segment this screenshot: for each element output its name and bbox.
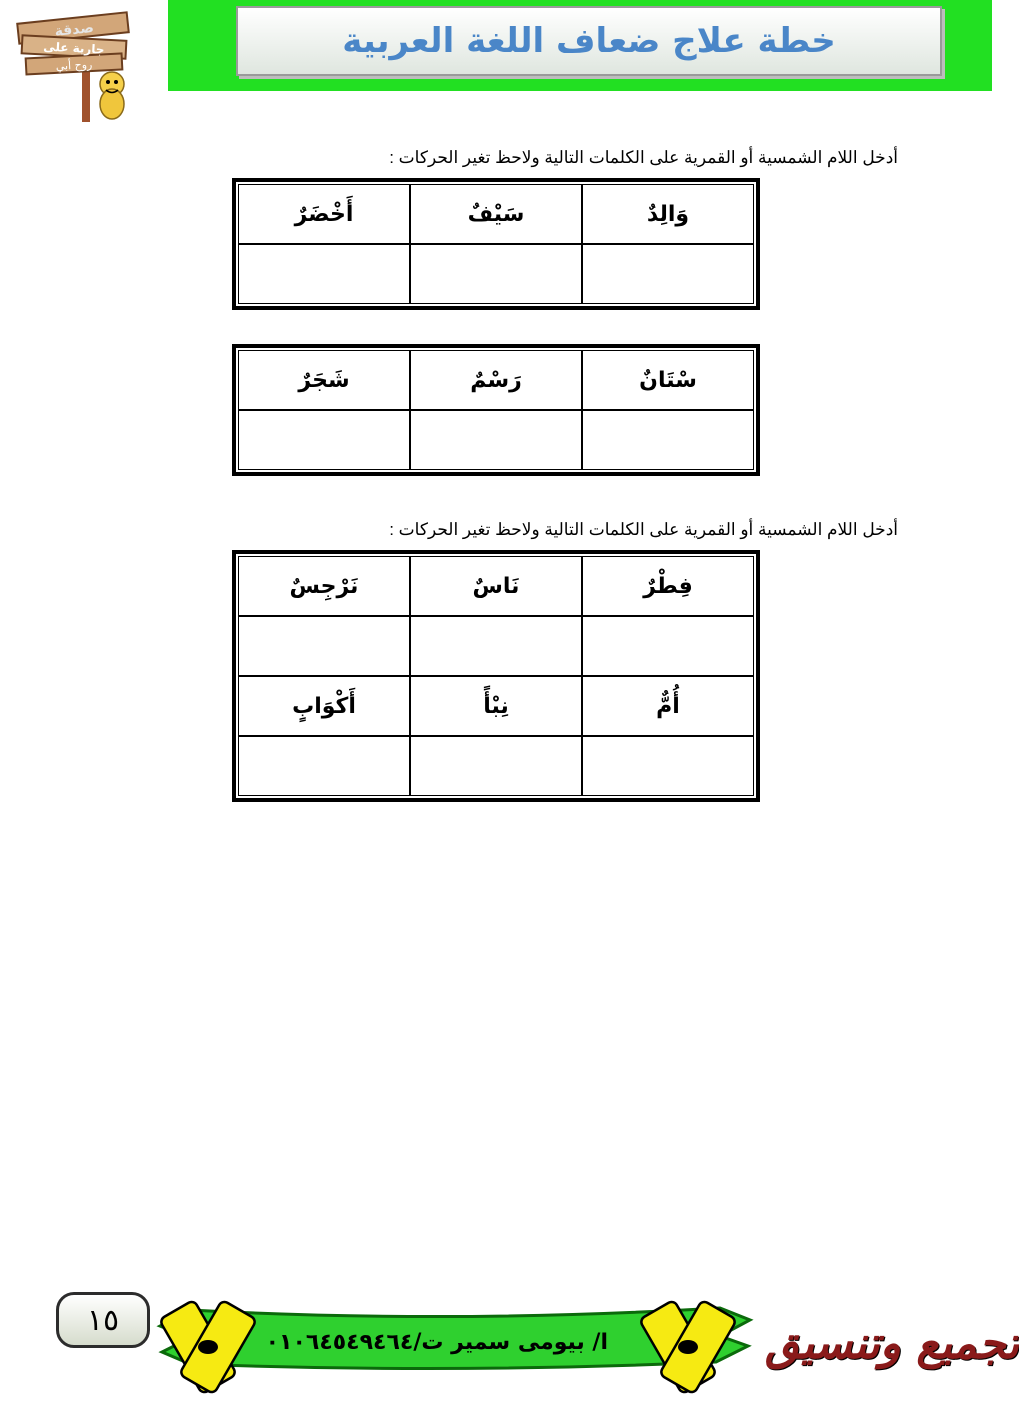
exercise-1-table-1: [232, 178, 760, 310]
answer-cell[interactable]: [238, 736, 410, 796]
table-row: [238, 736, 754, 796]
answer-cell[interactable]: [582, 616, 754, 676]
mascot-sign-line-3: روح أبي: [55, 57, 93, 73]
table-row: [238, 244, 754, 304]
header-title-box: [236, 6, 942, 76]
answer-cell[interactable]: [582, 244, 754, 304]
table-row: [238, 350, 754, 410]
exercise-2-instruction: أدخل اللام الشمسية أو القمرية على الكلمات التالية ولاحظ تغير الحركات :: [389, 520, 898, 539]
word-cell: سَيْفٌ: [410, 184, 582, 244]
mascot-sign-image: [8, 4, 148, 124]
exercise-1-instruction: أدخل اللام الشمسية أو القمرية على الكلمات التالية ولاحظ تغير الحركات :: [389, 148, 898, 167]
word-cell: فِطْرٌ: [582, 556, 754, 616]
page-title: خطة علاج ضعاف اللغة العربية: [342, 21, 836, 61]
answer-cell[interactable]: [410, 616, 582, 676]
table-row: [238, 556, 754, 616]
table-row: [238, 184, 754, 244]
word-cell: وَالِدٌ: [582, 184, 754, 244]
exercise-1-table-2: [232, 344, 760, 476]
word-cell: رَسْمٌ: [410, 350, 582, 410]
page-number-box: [56, 1292, 150, 1348]
answer-cell[interactable]: [238, 410, 410, 470]
answer-cell[interactable]: [410, 244, 582, 304]
word-cell: نَرْجِسٌ: [238, 556, 410, 616]
answer-cell[interactable]: [410, 410, 582, 470]
table-row: [238, 616, 754, 676]
author-contact: ا/ بيومى سمير ت/٠١٠٦٤٥٤٩٤٦٤: [265, 1330, 608, 1355]
word-cell: أَخْضَرٌ: [238, 184, 410, 244]
word-cell: سْتَانٌ: [582, 350, 754, 410]
word-cell: أُمٌّ: [582, 676, 754, 736]
mascot-sign-line-2: جارية على: [42, 39, 105, 57]
word-cell: نَاسٌ: [410, 556, 582, 616]
page-number: ١٥: [86, 1302, 120, 1338]
answer-cell[interactable]: [410, 736, 582, 796]
table-row: [238, 676, 754, 736]
answer-cell[interactable]: [238, 616, 410, 676]
credit-text: تجميع وتنسيق: [765, 1318, 1019, 1369]
word-cell: نِبْأً: [410, 676, 582, 736]
answer-cell[interactable]: [238, 244, 410, 304]
word-cell: أَكْوَابٍ: [238, 676, 410, 736]
mascot-sign-line-1: صدقة: [53, 19, 95, 40]
answer-cell[interactable]: [582, 736, 754, 796]
exercise-2-table: [232, 550, 760, 802]
table-row: [238, 410, 754, 470]
answer-cell[interactable]: [582, 410, 754, 470]
word-cell: شَجَرٌ: [238, 350, 410, 410]
